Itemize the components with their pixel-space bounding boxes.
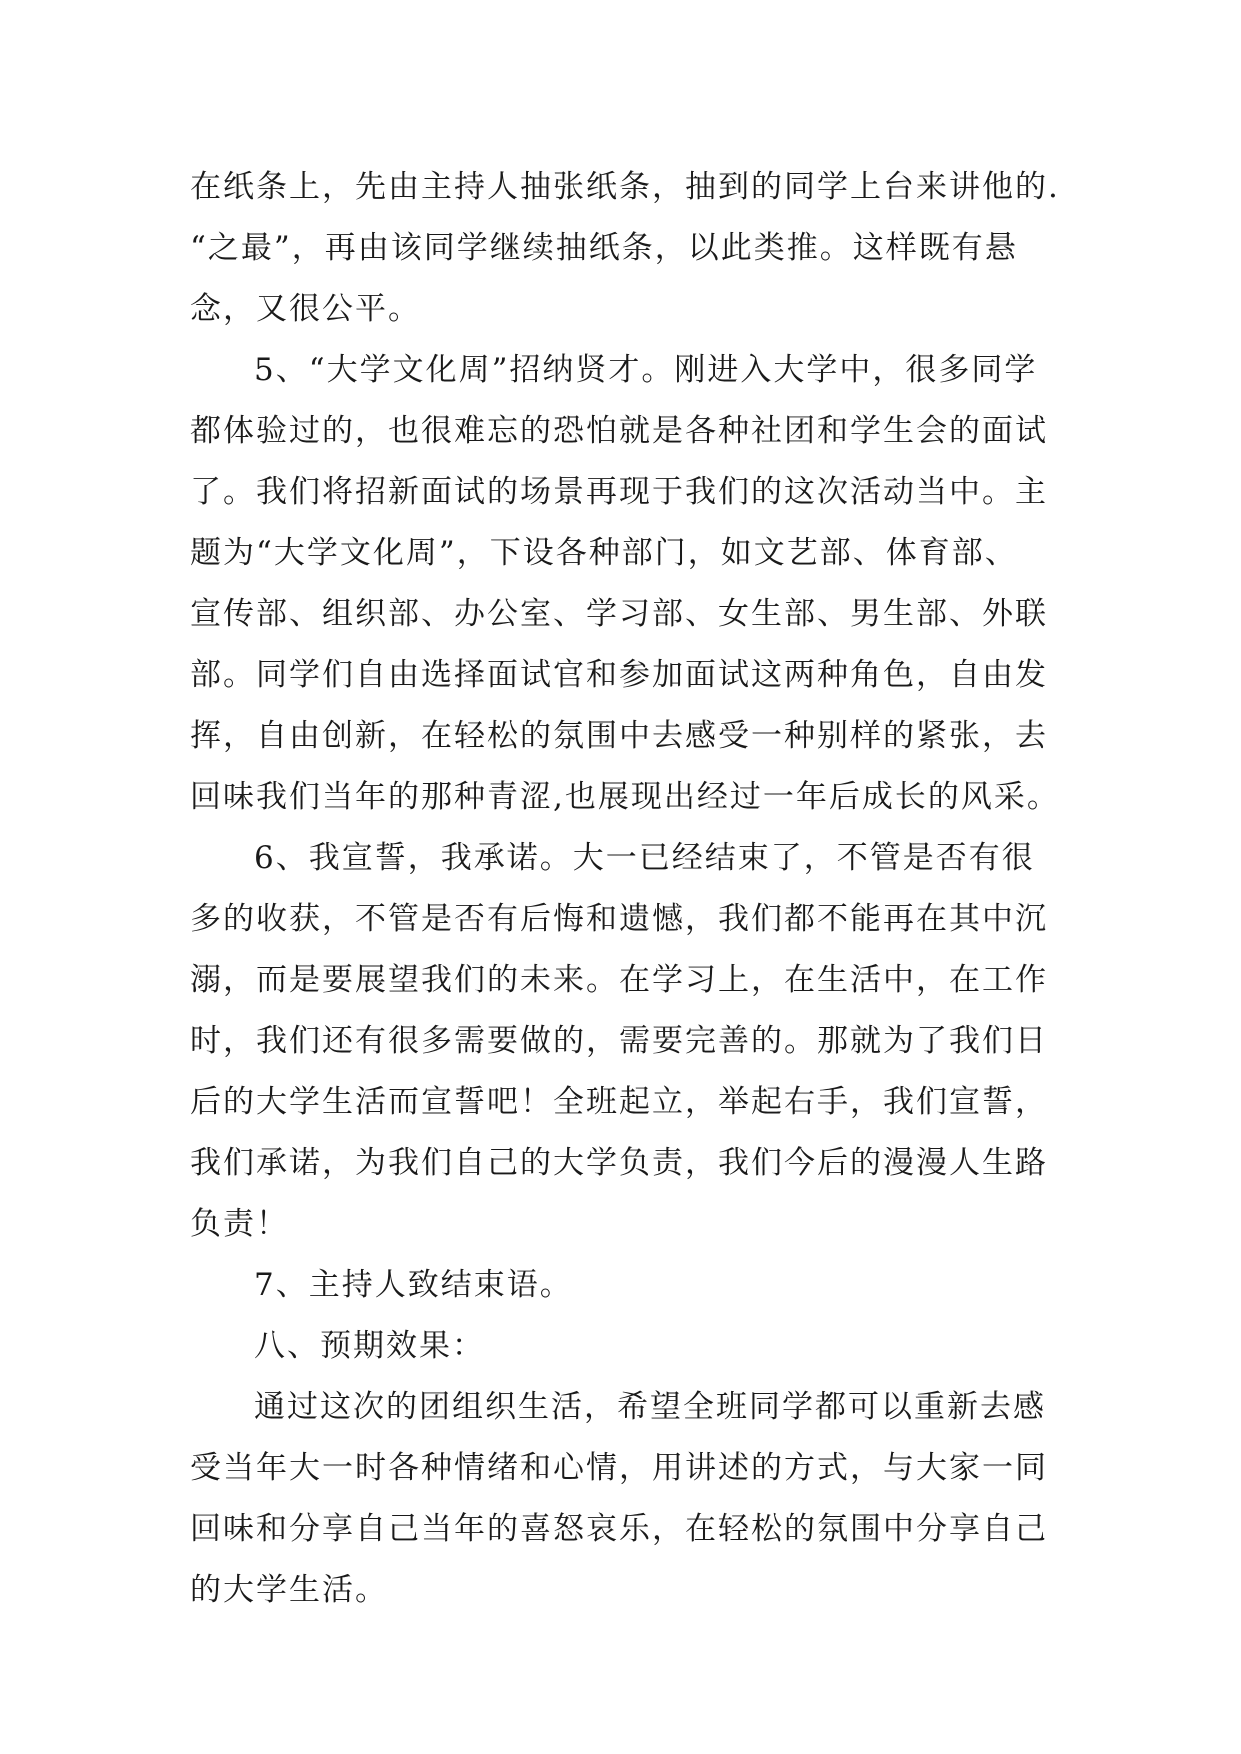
text-line: 的大学生活。 (190, 1572, 388, 1608)
text-line: 负责！ (190, 1206, 289, 1242)
text-line: 我们承诺，为我们自己的大学负责，我们今后的漫漫人生路 (190, 1145, 1048, 1181)
text-line: 在纸条上，先由主持人抽张纸条，抽到的同学上台来讲他的. (190, 169, 1060, 205)
text-line: 时，我们还有很多需要做的，需要完善的。那就为了我们日 (190, 1023, 1048, 1059)
paragraph-effect-start: 通过这次的团组织生活，希望全班同学都可以重新去感 (254, 1389, 1046, 1425)
section-heading-expected-effect: 八、预期效果： (254, 1328, 485, 1364)
text-line: 后的大学生活而宣誓吧！全班起立，举起右手，我们宣誓， (190, 1084, 1048, 1120)
text-line: 溺，而是要展望我们的未来。在学习上，在生活中，在工作 (190, 962, 1048, 998)
document-body (190, 157, 1060, 1621)
text-line: 回味和分享自己当年的喜怒哀乐，在轻松的氛围中分享自己 (190, 1511, 1048, 1547)
paragraph-5-start: 5、“大学文化周”招纳贤才。刚进入大学中，很多同学 (254, 352, 1038, 388)
text-line: 部。同学们自由选择面试官和参加面试这两种角色，自由发 (190, 657, 1048, 693)
text-line: 回味我们当年的那种青涩,也展现出经过一年后成长的风采。 (190, 779, 1060, 815)
text-line: 了。我们将招新面试的场景再现于我们的这次活动当中。主 (190, 474, 1048, 510)
text-line: “之最”，再由该同学继续抽纸条，以此类推。这样既有悬 (190, 230, 1018, 266)
text-line: 受当年大一时各种情绪和心情，用讲述的方式，与大家一同 (190, 1450, 1048, 1486)
paragraph-6-start: 6、我宣誓，我承诺。大一已经结束了，不管是否有很 (254, 840, 1035, 876)
text-line: 念，又很公平。 (190, 291, 421, 327)
text-line: 宣传部、组织部、办公室、学习部、女生部、男生部、外联 (190, 596, 1048, 632)
text-line: 挥，自由创新，在轻松的氛围中去感受一种别样的紧张，去 (190, 718, 1048, 754)
text-line: 题为“大学文化周”，下设各种部门，如文艺部、体育部、 (190, 535, 1018, 571)
paragraph-7: 7、主持人致结束语。 (254, 1267, 573, 1303)
text-line: 都体验过的，也很难忘的恐怕就是各种社团和学生会的面试 (190, 413, 1048, 449)
text-line: 多的收获，不管是否有后悔和遗憾，我们都不能再在其中沉 (190, 901, 1048, 937)
